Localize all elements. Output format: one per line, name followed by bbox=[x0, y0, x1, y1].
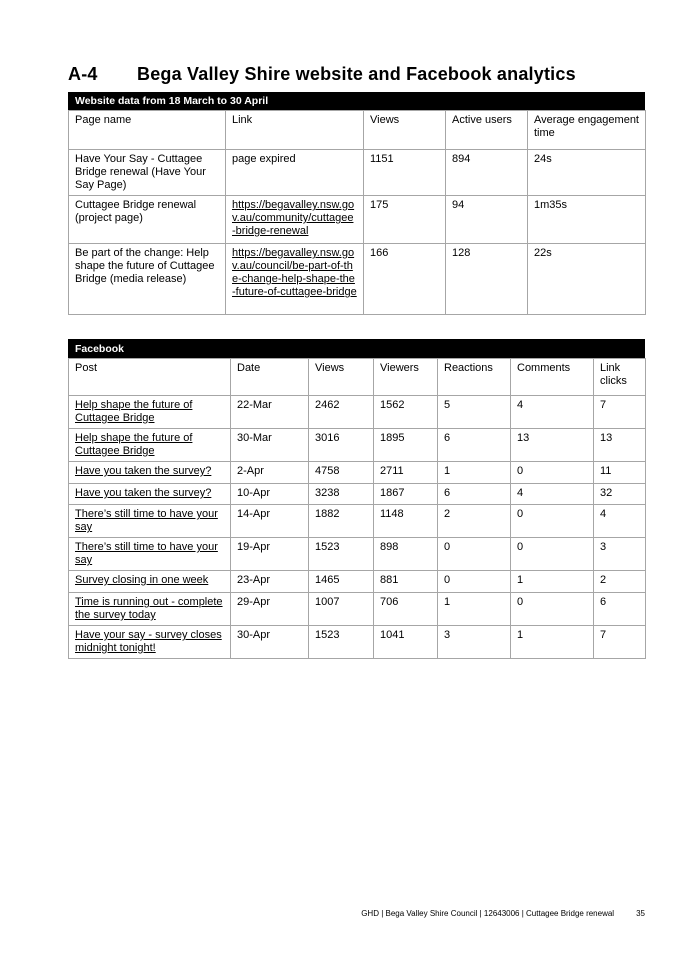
page-name-cell: Be part of the change: Help shape the future of Cuttagee Bridge (media release) bbox=[69, 244, 226, 315]
col-header-page-name: Page name bbox=[69, 111, 226, 150]
post-cell bbox=[69, 538, 231, 571]
facebook-table-row bbox=[69, 462, 646, 484]
post-cell bbox=[69, 462, 231, 484]
viewers-cell: 1041 bbox=[374, 626, 438, 659]
page-title: Bega Valley Shire website and Facebook analytics bbox=[137, 64, 576, 84]
viewers-cell: 1148 bbox=[374, 505, 438, 538]
views-cell: 166 bbox=[364, 244, 446, 315]
active-users-cell: 94 bbox=[446, 196, 528, 244]
viewers-cell: 1562 bbox=[374, 396, 438, 429]
comments-cell: 4 bbox=[511, 484, 594, 505]
views-cell: 1465 bbox=[309, 571, 374, 593]
facebook-table bbox=[68, 358, 646, 659]
reactions-cell: 0 bbox=[438, 571, 511, 593]
facebook-table-caption: Facebook bbox=[68, 339, 645, 358]
views-cell: 3016 bbox=[309, 429, 374, 462]
facebook-analytics-table-block bbox=[68, 339, 646, 659]
comments-cell: 0 bbox=[511, 505, 594, 538]
facebook-table-row bbox=[69, 429, 646, 462]
col-header-link-clicks: Link clicks bbox=[594, 359, 646, 396]
facebook-table-row bbox=[69, 626, 646, 659]
post-link[interactable]: Have your say - survey closes midnight tonight! bbox=[75, 629, 222, 654]
post-cell bbox=[69, 505, 231, 538]
page-name-cell: Cuttagee Bridge renewal (project page) bbox=[69, 196, 226, 244]
link-clicks-cell: 2 bbox=[594, 571, 646, 593]
viewers-cell: 706 bbox=[374, 593, 438, 626]
comments-cell: 0 bbox=[511, 593, 594, 626]
col-header-active-users: Active users bbox=[446, 111, 528, 150]
views-cell: 1523 bbox=[309, 538, 374, 571]
link-cell: page expired bbox=[226, 150, 364, 196]
page-heading bbox=[68, 64, 576, 85]
link-clicks-cell: 3 bbox=[594, 538, 646, 571]
col-header-avg-engagement-time: Average engagement time bbox=[528, 111, 646, 150]
views-cell: 3238 bbox=[309, 484, 374, 505]
url-link[interactable]: https://begavalley.nsw.gov.au/community/cuttagee-bridge-renewal bbox=[232, 199, 355, 237]
link-clicks-cell: 6 bbox=[594, 593, 646, 626]
post-cell bbox=[69, 484, 231, 505]
post-cell bbox=[69, 593, 231, 626]
avg-engagement-time-cell: 1m35s bbox=[528, 196, 646, 244]
reactions-cell: 1 bbox=[438, 462, 511, 484]
website-table-caption: Website data from 18 March to 30 April bbox=[68, 92, 645, 110]
viewers-cell: 1867 bbox=[374, 484, 438, 505]
date-cell: 14-Apr bbox=[231, 505, 309, 538]
page-footer bbox=[68, 909, 645, 919]
facebook-table-row bbox=[69, 571, 646, 593]
section-number: A-4 bbox=[68, 64, 98, 84]
website-analytics-table-block bbox=[68, 92, 646, 315]
facebook-table-row bbox=[69, 593, 646, 626]
reactions-cell: 0 bbox=[438, 538, 511, 571]
footer-page-number: 35 bbox=[636, 909, 645, 918]
views-cell: 1007 bbox=[309, 593, 374, 626]
link-clicks-cell: 7 bbox=[594, 626, 646, 659]
facebook-table-row bbox=[69, 396, 646, 429]
footer-document-info: GHD | Bega Valley Shire Council | 12643006 | Cuttagee Bridge renewal bbox=[361, 909, 615, 918]
col-header-link: Link bbox=[226, 111, 364, 150]
viewers-cell: 1895 bbox=[374, 429, 438, 462]
reactions-cell: 3 bbox=[438, 626, 511, 659]
page-name-cell: Have Your Say - Cuttagee Bridge renewal (Have Your Say Page) bbox=[69, 150, 226, 196]
link-clicks-cell: 32 bbox=[594, 484, 646, 505]
active-users-cell: 128 bbox=[446, 244, 528, 315]
facebook-table-row bbox=[69, 538, 646, 571]
facebook-table-row bbox=[69, 505, 646, 538]
col-header-date: Date bbox=[231, 359, 309, 396]
link-clicks-cell: 11 bbox=[594, 462, 646, 484]
post-link[interactable]: Have you taken the survey? bbox=[75, 487, 212, 499]
viewers-cell: 2711 bbox=[374, 462, 438, 484]
date-cell: 29-Apr bbox=[231, 593, 309, 626]
header-row bbox=[69, 111, 646, 150]
link-cell bbox=[226, 244, 364, 315]
active-users-cell: 894 bbox=[446, 150, 528, 196]
post-cell bbox=[69, 571, 231, 593]
col-header-comments: Comments bbox=[511, 359, 594, 396]
views-cell: 4758 bbox=[309, 462, 374, 484]
post-cell bbox=[69, 396, 231, 429]
date-cell: 19-Apr bbox=[231, 538, 309, 571]
col-header-reactions: Reactions bbox=[438, 359, 511, 396]
post-link[interactable]: Have you taken the survey? bbox=[75, 465, 212, 477]
link-clicks-cell: 4 bbox=[594, 505, 646, 538]
col-header-viewers: Viewers bbox=[374, 359, 438, 396]
viewers-cell: 881 bbox=[374, 571, 438, 593]
website-table-row bbox=[69, 150, 646, 196]
website-table bbox=[68, 110, 646, 315]
views-cell: 1882 bbox=[309, 505, 374, 538]
post-link[interactable]: Help shape the future of Cuttagee Bridge bbox=[75, 399, 193, 424]
facebook-table-row bbox=[69, 484, 646, 505]
avg-engagement-time-cell: 24s bbox=[528, 150, 646, 196]
website-table-row bbox=[69, 196, 646, 244]
viewers-cell: 898 bbox=[374, 538, 438, 571]
url-link[interactable]: https://begavalley.nsw.gov.au/council/be-part-of-the-change-help-shape-the-future-of-cuttagee-bridge bbox=[232, 247, 357, 298]
post-link[interactable]: Help shape the future of Cuttagee Bridge bbox=[75, 432, 193, 457]
col-header-views: Views bbox=[364, 111, 446, 150]
date-cell: 30-Mar bbox=[231, 429, 309, 462]
views-cell: 175 bbox=[364, 196, 446, 244]
website-table-row bbox=[69, 244, 646, 315]
avg-engagement-time-cell: 22s bbox=[528, 244, 646, 315]
post-link[interactable]: There’s still time to have your say bbox=[75, 508, 218, 533]
date-cell: 10-Apr bbox=[231, 484, 309, 505]
comments-cell: 13 bbox=[511, 429, 594, 462]
comments-cell: 0 bbox=[511, 538, 594, 571]
comments-cell: 4 bbox=[511, 396, 594, 429]
reactions-cell: 2 bbox=[438, 505, 511, 538]
link-clicks-cell: 13 bbox=[594, 429, 646, 462]
reactions-cell: 6 bbox=[438, 429, 511, 462]
col-header-post: Post bbox=[69, 359, 231, 396]
views-cell: 1151 bbox=[364, 150, 446, 196]
post-cell bbox=[69, 429, 231, 462]
date-cell: 30-Apr bbox=[231, 626, 309, 659]
date-cell: 2-Apr bbox=[231, 462, 309, 484]
link-clicks-cell: 7 bbox=[594, 396, 646, 429]
post-cell bbox=[69, 626, 231, 659]
reactions-cell: 5 bbox=[438, 396, 511, 429]
post-link[interactable]: There’s still time to have your say bbox=[75, 541, 218, 566]
post-link[interactable]: Survey closing in one week bbox=[75, 574, 209, 586]
views-cell: 1523 bbox=[309, 626, 374, 659]
reactions-cell: 1 bbox=[438, 593, 511, 626]
col-header-views: Views bbox=[309, 359, 374, 396]
link-cell bbox=[226, 196, 364, 244]
date-cell: 23-Apr bbox=[231, 571, 309, 593]
post-link[interactable]: Time is running out - complete the survey today bbox=[75, 596, 223, 621]
date-cell: 22-Mar bbox=[231, 396, 309, 429]
comments-cell: 1 bbox=[511, 571, 594, 593]
header-row bbox=[69, 359, 646, 396]
views-cell: 2462 bbox=[309, 396, 374, 429]
comments-cell: 1 bbox=[511, 626, 594, 659]
reactions-cell: 6 bbox=[438, 484, 511, 505]
comments-cell: 0 bbox=[511, 462, 594, 484]
